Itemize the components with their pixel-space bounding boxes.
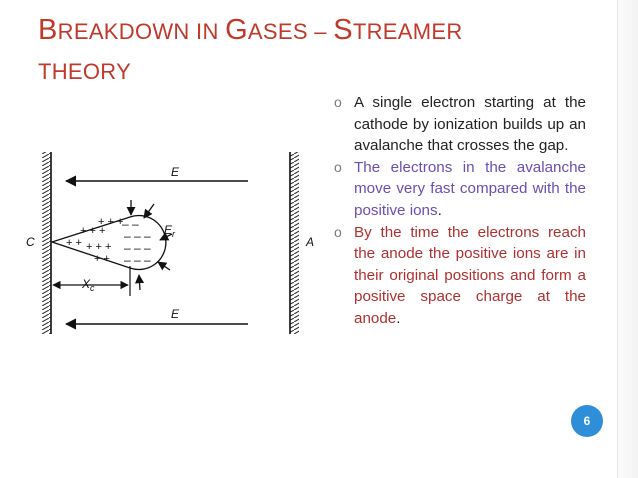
- bullet-text: The electrons in the avalanche move very fast compared with the positive ions: [354, 158, 586, 219]
- positive-ions: + + +: [80, 225, 106, 237]
- bullet-tail: .: [396, 309, 401, 327]
- title-line-2: THEORY: [38, 59, 132, 84]
- positive-ions: + +: [66, 237, 82, 249]
- bullet-text: A single electron starting at the cathode by ionization builds up an avalanche that crosses the gap.: [354, 94, 586, 155]
- cathode-electrode: [42, 152, 51, 334]
- bullet-list: [332, 92, 586, 330]
- bullet-item: [332, 92, 586, 157]
- title-word: REAKDOWN IN: [57, 19, 219, 44]
- anode-electrode: [290, 152, 299, 334]
- title-initial: B: [38, 14, 58, 46]
- bullet-marker-icon: o: [334, 94, 342, 110]
- bullet-item: [332, 157, 586, 222]
- title-initial: S: [333, 14, 353, 46]
- bullet-marker-icon: o: [334, 223, 342, 240]
- page-number-badge: 6: [571, 405, 603, 437]
- bullet-item: [332, 222, 586, 330]
- radial-field-label: $E_r$: [164, 223, 176, 239]
- title-initial: G: [225, 14, 248, 46]
- bullet-tail: .: [437, 201, 442, 219]
- anode-label: A: [306, 235, 315, 249]
- electrons: – –: [122, 217, 139, 231]
- cathode-label: C: [26, 235, 35, 249]
- positive-ions: + + +: [86, 241, 112, 253]
- bullet-marker-icon: o: [334, 158, 342, 175]
- electrons: – – –: [124, 229, 151, 243]
- title-word: ASES –: [247, 19, 327, 44]
- field-label-bottom: E: [171, 307, 180, 321]
- title-line-1: [38, 10, 578, 52]
- title-word: TREAMER: [352, 19, 463, 44]
- streamer-diagram: [0, 138, 320, 478]
- critical-distance-label: $X_c$: [82, 277, 95, 293]
- bullet-text: By the time the electrons reach the anode the positive ions are in their original positions and form a positive space charge at the anode: [354, 223, 586, 327]
- slide-right-border: [617, 0, 638, 478]
- electrons: – – –: [124, 253, 151, 267]
- electrons: – – –: [124, 241, 151, 255]
- avalanche-head: [52, 216, 166, 270]
- slide-title: [38, 10, 578, 92]
- field-label-top: E: [171, 165, 180, 179]
- positive-ions: + + +: [98, 216, 124, 228]
- positive-ions: + +: [94, 253, 110, 265]
